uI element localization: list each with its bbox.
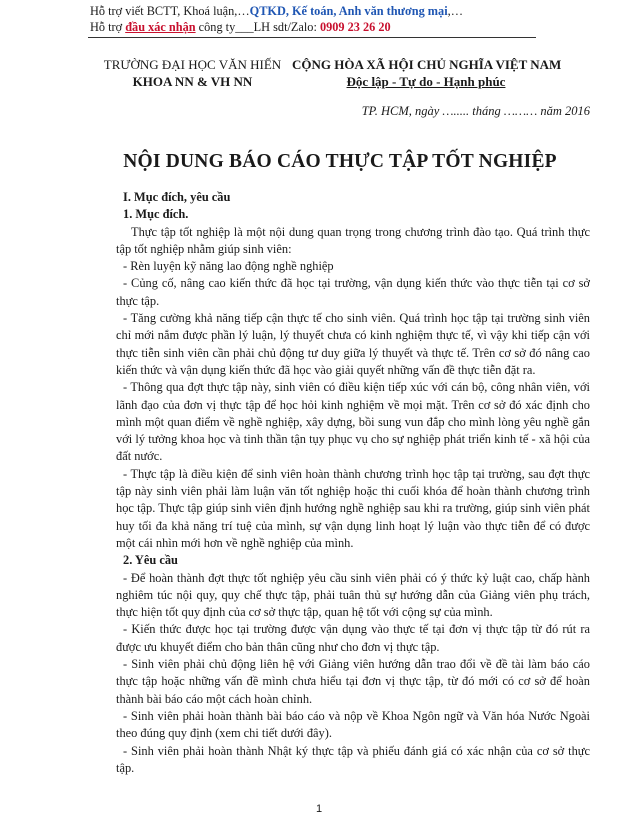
bullet-paragraph: - Rèn luyện kỹ năng lao động nghề nghiệp <box>123 259 334 274</box>
subsection-heading: 1. Mục đích. <box>123 207 189 222</box>
section-heading: I. Mục đích, yêu cầu <box>123 190 231 204</box>
bullet-paragraph: - Tăng cường khả năng tiếp cận thực tế cho sinh viên. Quá trình học tập tại trường sinh viên chỉ mới nắm được phần lý luận, lý thuyết chưa có kinh nghiệm thực tế, vì vậy khi tiếp cận với thực tiễn sinh viên cần phải chủ động tư duy giữa lý thuyết và thực tế. Trên cơ sở đó nâng cao kiến thức và vận dụng kiến thức đã học vào giải quyết những vấn đề thực tiễn đặt ra. <box>116 311 590 377</box>
header-divider <box>88 37 536 38</box>
promo-red-text: đầu xác nhận <box>125 20 196 34</box>
promo-phone: 0909 23 26 20 <box>319 20 391 34</box>
promo-header-line-2 <box>90 19 391 35</box>
bullet-paragraph: - Thông qua đợt thực tập này, sinh viên có điều kiện tiếp xúc với cán bộ, công nhân viên, với lãnh đạo của đơn vị thực tập để học hỏi kinh nghiệm về mọi mặt. Trên cơ sở đó xác định cho mình một quan điểm về nghề nghiệp, xây dựng, bồi sung vun đắp cho mình lòng yêu nghề gắn với lý tưởng khoa học và tinh thần tận tụy phục vụ cho sự nghiệp phát triển kinh tế - xã hội của đất nước. <box>116 380 590 464</box>
promo-text-suffix: ,… <box>447 4 463 18</box>
bullet-paragraph: - Thực tập là điều kiện để sinh viên hoàn thành chương trình học tập tại trường, sau đợt thực tập này sinh viên phải làm luận văn tốt nghiệp hoặc thi cuối khóa để hoàn thành chương trình học tập. Thực tập giúp sinh viên định hướng nghề nghiệp sau khi ra trường, giúp sinh viên phát huy tối đa khả năng trí tuệ của mình, sự vận dụng linh hoạt lý luận vào thực tiễn để có được một cái nhìn mới hơn về nghề nghiệp của mình. <box>116 466 590 550</box>
promo-header-line-1 <box>90 3 463 19</box>
document-body <box>116 189 590 777</box>
bullet-paragraph: - Sinh viên phải chủ động liên hệ với Giảng viên hướng dẫn trao đổi về đề tài làm báo cáo thực tập hoặc những vấn đề mình chưa hiểu tại đơn vị thực tập, từ đó mới có cơ sở để hoàn thành bài báo cáo một cách hoàn chỉnh. <box>116 657 590 706</box>
bullet-paragraph: - Để hoàn thành đợt thực tốt nghiệp yêu cầu sinh viên phải có ý thức kỷ luật cao, chấp hành nghiêm túc nội quy, quy chế thực tập, phải tuân thủ sự hướng dẫn của Giảng viên phụ trách, thực hiện tốt quy định của cơ sở thực tập, quan hệ tốt với cộng sự của mình. <box>116 570 590 620</box>
promo-text: Hỗ trợ <box>90 20 126 34</box>
bullet-paragraph: - Củng cố, nâng cao kiến thức đã học tại trường, vận dụng kiến thức vào thực tiễn tại cơ sở thực tập. <box>116 276 590 308</box>
bullet-paragraph: - Sinh viên phải hoàn thành Nhật ký thực tập và phiếu đánh giá có xác nhận của cơ sở thực tập. <box>116 743 590 775</box>
bullet-paragraph: - Kiến thức được học tại trường được vận dụng vào thực tế tại đơn vị thực tập từ đó rút ra được ưu khuyết điểm cho bản thân cũng như cho đơn vị thực tập. <box>116 622 590 654</box>
bullet-paragraph: - Sinh viên phải hoàn thành bài báo cáo và nộp về Khoa Ngôn ngữ và Văn hóa Nước Ngoài theo đúng quy định (xem chi tiết dưới đây). <box>116 708 590 741</box>
nation-motto: Độc lập - Tự do - Hạnh phúc <box>346 74 506 89</box>
promo-text-mid: công ty___LH sdt/Zalo: <box>195 20 320 34</box>
page-number: 1 <box>315 803 323 815</box>
paragraph: Thực tập tốt nghiệp là một nội dung quan trọng trong chương trình đào tạo. Quá trình thực tập tốt nghiệp nhằm giúp sinh viên: <box>116 224 590 256</box>
subsection-heading: 2. Yêu cầu <box>123 553 178 568</box>
faculty-name: KHOA NN & VH NN <box>132 74 253 89</box>
date-line: TP. HCM, ngày …..... tháng ……… năm 2016 <box>361 104 590 118</box>
document-title: NỘI DUNG BÁO CÁO THỰC TẬP TỐT NGHIỆP <box>123 151 557 172</box>
university-name: TRƯỜNG ĐẠI HỌC VĂN HIẾN <box>103 57 282 72</box>
nation-motto-block <box>292 56 560 90</box>
nation-name: CỘNG HÒA XÃ HỘI CHỦ NGHĨA VIỆT NAM <box>292 57 562 72</box>
promo-highlight: QTKD, Kế toán, Anh văn thương mại <box>249 4 448 18</box>
institution-block <box>95 56 290 90</box>
promo-text: Hỗ trợ viết BCTT, Khoá luận,… <box>90 4 250 18</box>
